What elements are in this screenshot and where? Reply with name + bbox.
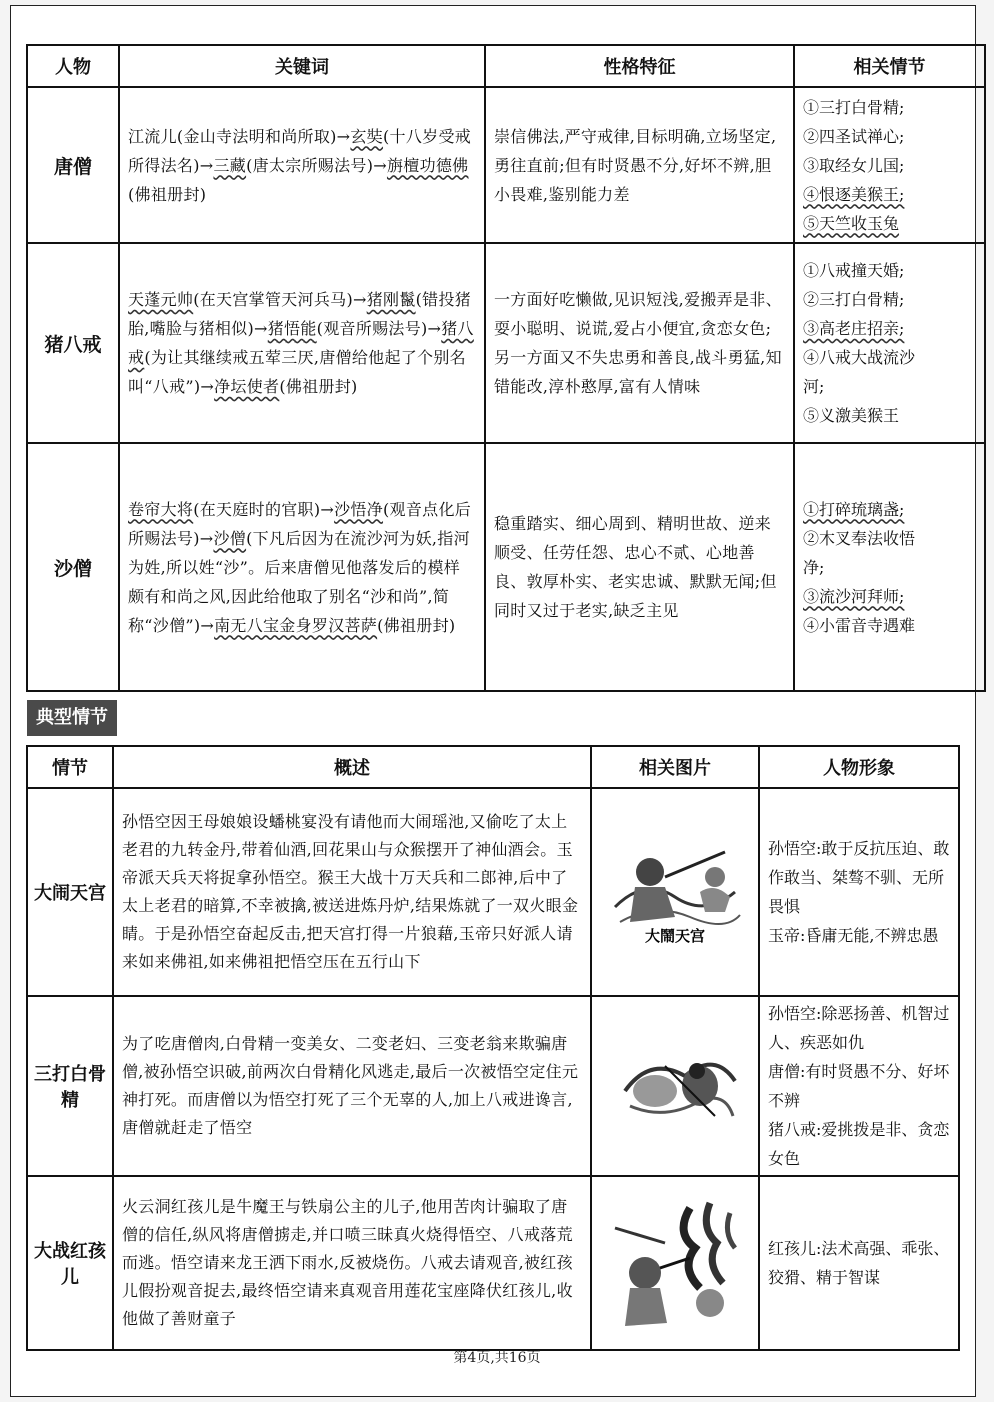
monkey-king-illustration-icon (605, 837, 745, 947)
episode-summary: 孙悟空因王母娘娘设蟠桃宴没有请他而大闹瑶池,又偷吃了太上老君的九转金丹,带着仙酒,回花果山与众猴摆开了神仙酒会。玉帝派天兵天将捉拿孙悟空。猴王大战十万天兵和二郎神,后中了太上老君的暗算,不幸被擒,被送进炼丹炉,结果炼就了一双火眼金睛。于是孙悟空奋起反击,把天宫打得一片狼藉,玉帝只好派人请来如来佛祖,如来佛祖把悟空压在五行山下 (113, 788, 591, 996)
plot-item: ①打碎琉璃盏; (803, 499, 905, 519)
keyword-highlight: 猪八戒 (128, 319, 474, 367)
characters-header-row (27, 45, 985, 87)
section-title: 典型情节 (27, 700, 117, 736)
keyword-text: (十八岁受戒所得法名)→ (128, 126, 472, 175)
keyword-text: (为让其继续戒五荤三厌,唐僧给他起了个别名叫“八戒”)→ (128, 348, 466, 396)
character-keywords (119, 87, 485, 243)
plot-item: ⑤义激美猴王 (803, 406, 900, 425)
character-traits: 崇信佛法,严守戒律,目标明确,立场坚定,勇往直前;但有时贤愚不分,好坏不辨,胆小畏难,鉴别能力差 (485, 87, 794, 243)
keyword-text: (佛祖册封) (279, 377, 358, 396)
episode-name: 大战红孩儿 (27, 1176, 113, 1350)
image-item: 红孩儿:法术高强、乖张、狡猾、精于智谋 (768, 1239, 950, 1287)
characters-table (26, 44, 986, 692)
keyword-highlight: 卷帘大将 (128, 499, 194, 519)
image-item: 孙悟空:除恶扬善、机智过人、疾恶如仇 (768, 1004, 950, 1052)
plot-item: ③取经女儿国; (803, 155, 905, 175)
character-name: 猪八戒 (27, 243, 119, 443)
table-row (27, 788, 959, 996)
keyword-text: (在天宫掌管天河兵马)→ (193, 290, 367, 309)
keyword-text: (唐太宗所赐法号)→ (246, 155, 387, 175)
episode-name: 大闹天宫 (27, 788, 113, 996)
episode-images (759, 996, 959, 1176)
table-row (27, 443, 985, 691)
episode-summary: 为了吃唐僧肉,白骨精一变美女、二变老妇、三变老翁来欺骗唐僧,被孙悟空识破,前两次白骨精化风逃走,最后一次被悟空定住元神打死。而唐僧以为悟空打死了三个无辜的人,加上八戒进谗言,唐僧就赶走了悟空 (113, 996, 591, 1176)
keyword-text: (错投猪胎,嘴脸与猪相似)→ (128, 290, 472, 338)
keyword-highlight: 沙僧 (213, 528, 247, 548)
episode-image (591, 996, 759, 1176)
keyword-highlight: 天蓬元帅 (128, 290, 194, 309)
keyword-highlight: 玄奘 (350, 126, 384, 146)
keyword-highlight: 南无八宝金身罗汉菩萨 (214, 615, 378, 635)
character-plots (794, 87, 985, 243)
plot-item: ②四圣试禅心; (803, 126, 905, 146)
plot-item: 河; (803, 377, 825, 396)
image-item: 唐僧:有时贤愚不分、好坏不辨 (768, 1062, 950, 1110)
header-plots: 相关情节 (794, 45, 985, 87)
keyword-text: (在天庭时的官职)→ (193, 499, 335, 519)
character-name: 唐僧 (27, 87, 119, 243)
keyword-highlight: 三藏 (213, 155, 247, 175)
table-row (27, 1176, 959, 1350)
image-caption: 大鬧天宫 (644, 927, 706, 945)
keyword-highlight: 猪悟能 (267, 319, 317, 338)
character-name: 沙僧 (27, 443, 119, 691)
plot-item: ⑤天竺收玉兔 (803, 213, 900, 233)
keyword-text: (观音点化后所赐法号)→ (128, 499, 472, 548)
episode-image (591, 1176, 759, 1350)
plot-item: ②三打白骨精; (803, 290, 905, 309)
image-item: 孙悟空:敢于反抗压迫、敢作敢当、桀骜不驯、无所畏惧 (768, 839, 950, 916)
episode-images (759, 788, 959, 996)
character-plots (794, 243, 985, 443)
battle-illustration-icon (605, 1036, 745, 1136)
plot-item: ③流沙河拜师; (803, 586, 905, 606)
plot-item: ①三打白骨精; (803, 97, 905, 117)
keyword-highlight: 沙悟净 (334, 499, 384, 519)
header-traits: 性格特征 (485, 45, 794, 87)
plot-item: 净; (803, 557, 825, 577)
table-row (27, 243, 985, 443)
header-keywords: 关键词 (119, 45, 485, 87)
header-character: 人物 (27, 45, 119, 87)
keyword-text: (佛祖册封) (128, 184, 207, 204)
header-episode: 情节 (27, 746, 113, 788)
character-plots (794, 443, 985, 691)
image-item: 玉帝:昏庸无能,不辨忠愚 (768, 926, 939, 945)
plot-item: ④小雷音寺遇难 (803, 615, 916, 635)
header-images: 人物形象 (759, 746, 959, 788)
episode-name: 三打白骨精 (27, 996, 113, 1176)
episode-image (591, 788, 759, 996)
plot-item: ④八戒大战流沙 (803, 348, 916, 367)
header-image: 相关图片 (591, 746, 759, 788)
image-item: 猪八戒:爱挑拨是非、贪恋女色 (768, 1120, 950, 1168)
keyword-text: (观音所赐法号)→ (316, 319, 442, 338)
character-traits: 一方面好吃懒做,见识短浅,爱搬弄是非、耍小聪明、说谎,爱占小便宜,贪恋女色;另一方面又不失忠勇和善良,战斗勇猛,知错能改,淳朴憨厚,富有人情味 (485, 243, 794, 443)
plot-item: ②木叉奉法收悟 (803, 528, 916, 548)
plot-item: ③高老庄招亲; (803, 319, 905, 338)
keyword-highlight: 净坛使者 (214, 377, 280, 396)
episode-images (759, 1176, 959, 1350)
episodes-header-row (27, 746, 959, 788)
character-traits: 稳重踏实、细心周到、精明世故、逆来顺受、任劳任怨、忠心不贰、心地善良、敦厚朴实、老实忠诚、默默无闻;但同时又过于老实,缺乏主见 (485, 443, 794, 691)
plot-item: ①八戒撞天婚; (803, 261, 905, 280)
keyword-highlight: 旃檀功德佛 (386, 155, 469, 175)
keyword-highlight: 猪刚鬣 (366, 290, 416, 309)
plot-item: ④恨逐美猴王; (803, 184, 905, 204)
fire-battle-illustration-icon (605, 1188, 745, 1338)
episode-summary: 火云洞红孩儿是牛魔王与铁扇公主的儿子,他用苦肉计骗取了唐僧的信任,纵风将唐僧掳走,并口喷三昧真火烧得悟空、八戒落荒而逃。悟空请来龙王洒下雨水,反被烧伤。八戒去请观音,被红孩儿假扮观音捉去,最终悟空请来真观音用莲花宝座降伏红孩儿,收他做了善财童子 (113, 1176, 591, 1350)
episodes-table (26, 745, 960, 1351)
page-footer: 第4页,共16页 (453, 1350, 541, 1366)
character-keywords (119, 443, 485, 691)
keyword-text: (下凡后因为在流沙河为妖,指河为姓,所以姓“沙”。后来唐僧见他落发后的模样颇有和尚之风,因此给他取了别名“沙和尚”,简称“沙僧”)→ (128, 528, 470, 635)
table-row (27, 87, 985, 243)
keyword-text: 江流儿(金山寺法明和尚所取)→ (128, 126, 351, 146)
table-row (27, 996, 959, 1176)
header-summary: 概述 (113, 746, 591, 788)
keyword-text: (佛祖册封) (377, 615, 456, 635)
character-keywords (119, 243, 485, 443)
